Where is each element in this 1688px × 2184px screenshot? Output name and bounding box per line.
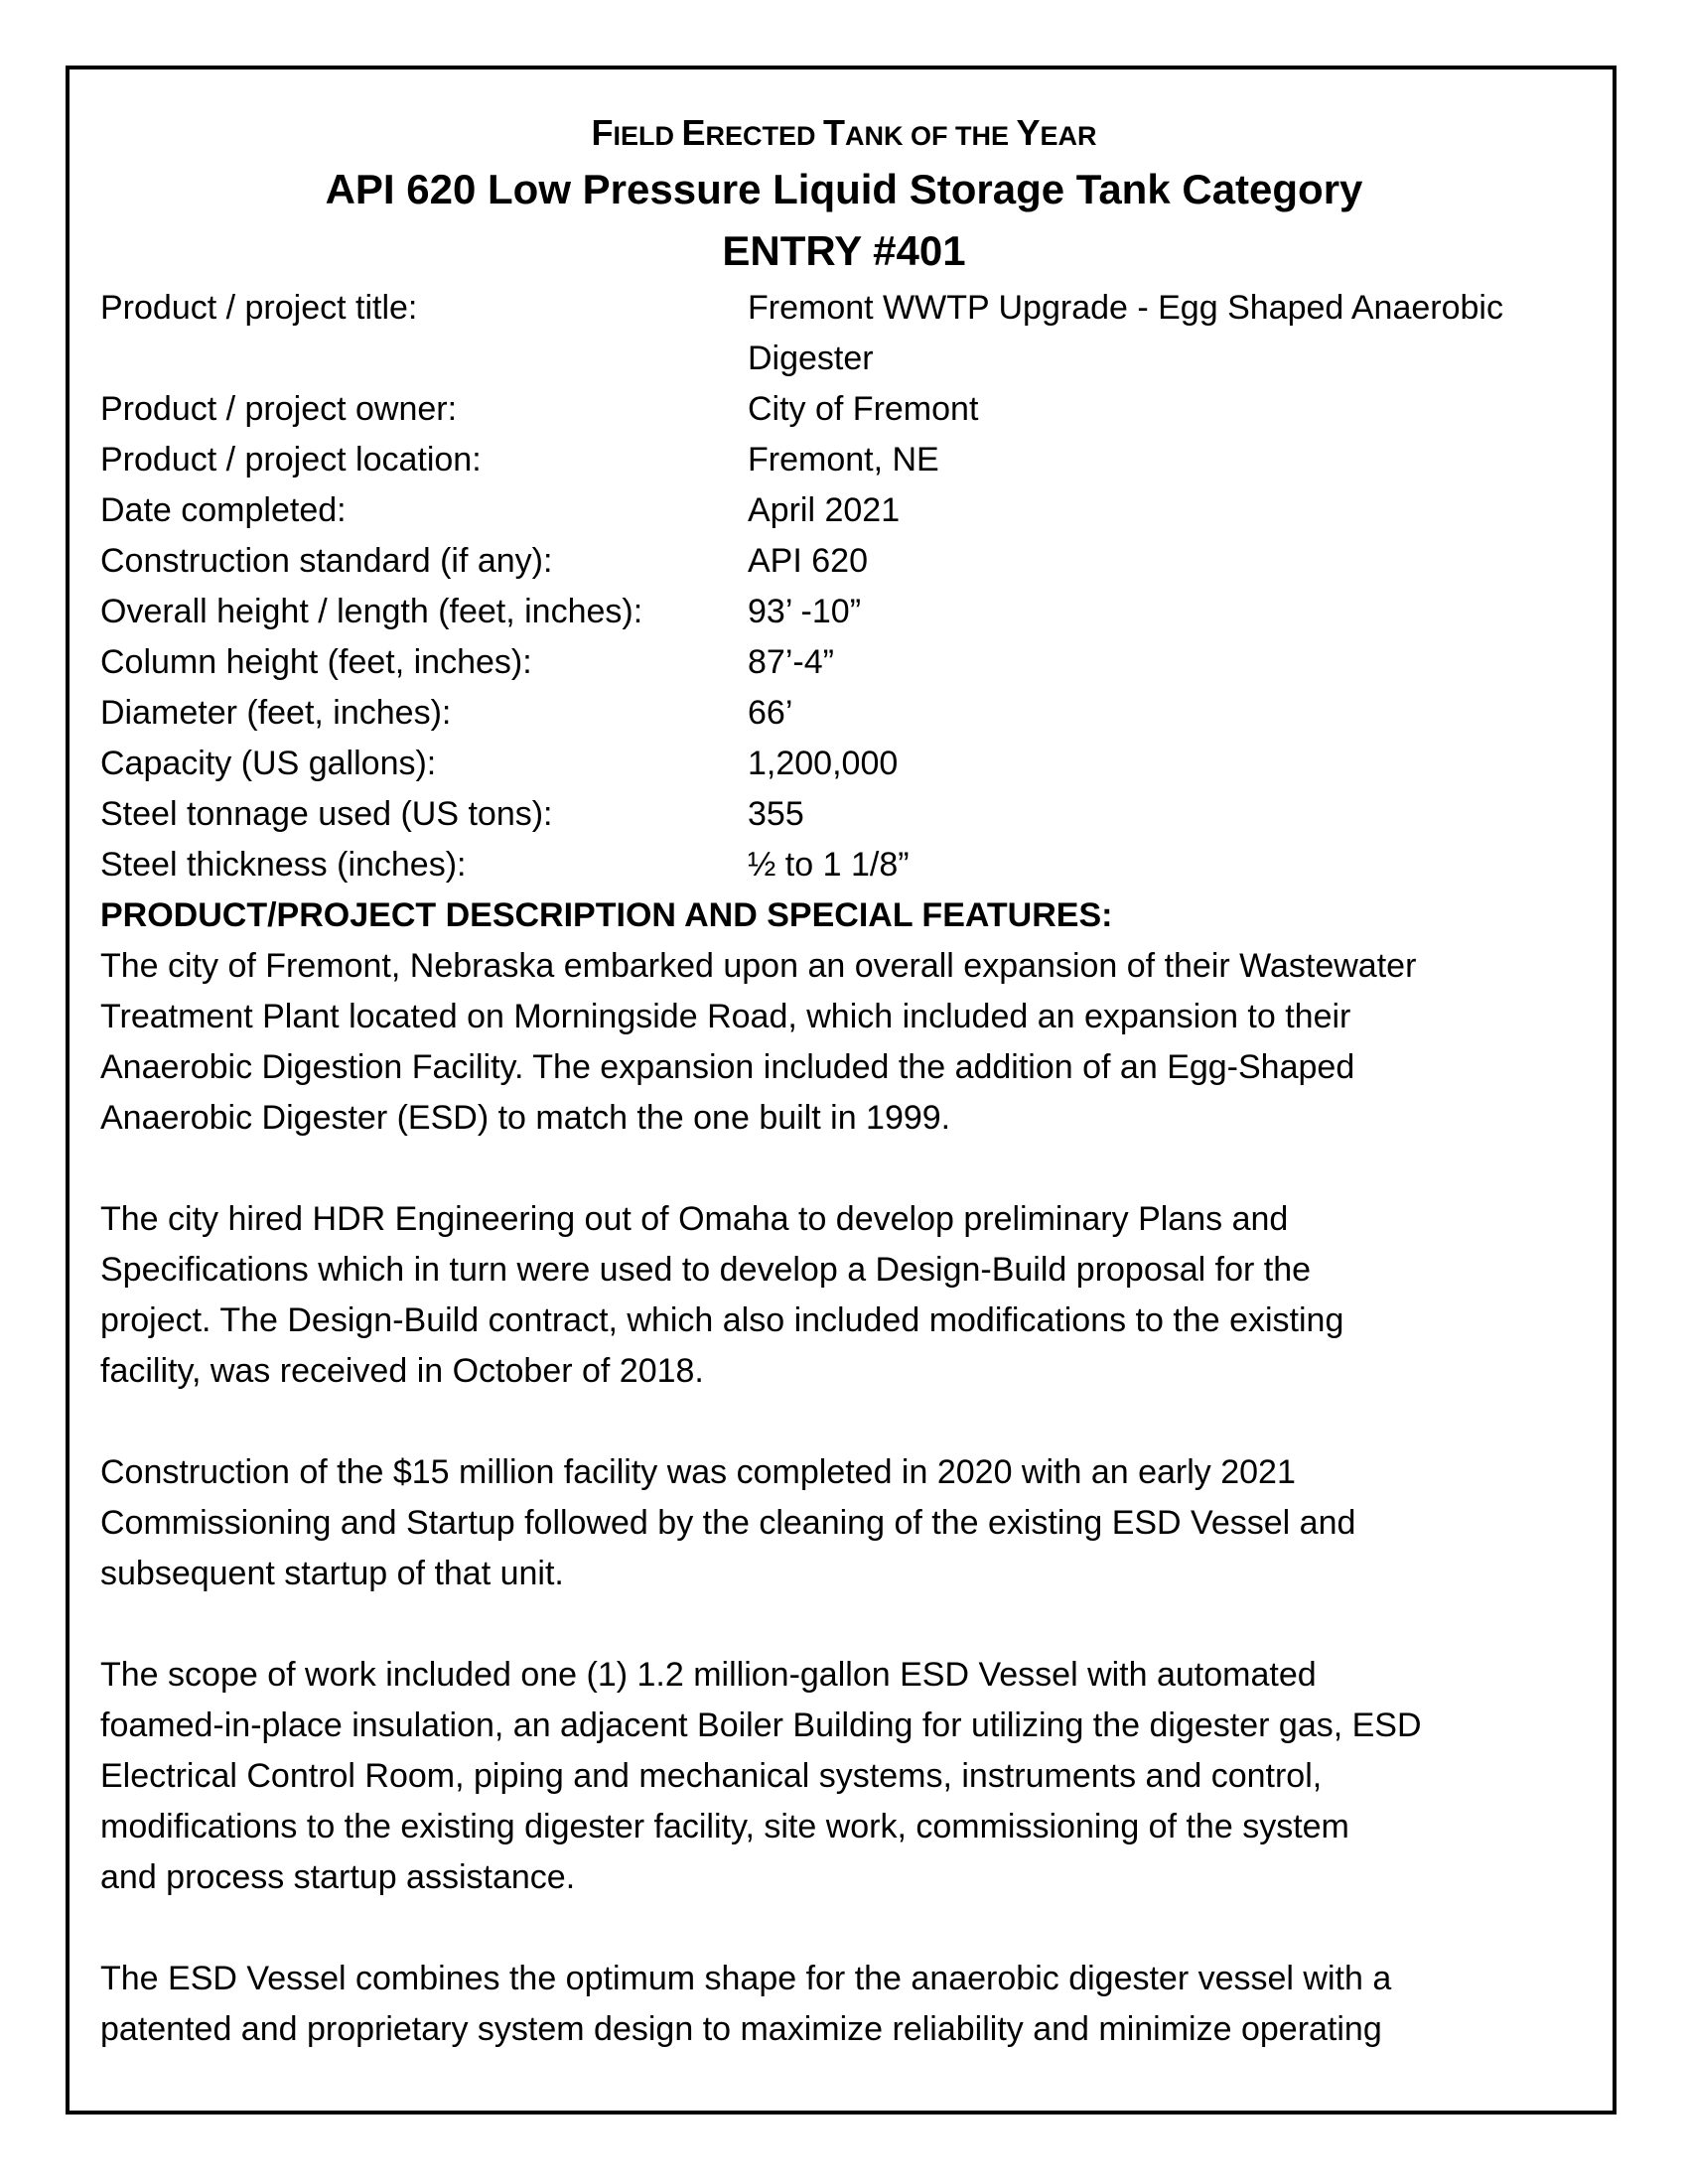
field-row bbox=[100, 435, 1590, 485]
paragraph-line: Anaerobic Digestion Facility. The expansion included the addition of an Egg-Shaped bbox=[100, 1048, 1355, 1086]
field-row bbox=[100, 789, 1590, 840]
field-value-line: API 620 bbox=[748, 542, 868, 580]
field-label: Product / project location: bbox=[100, 441, 482, 478]
paragraph-line: patented and proprietary system design to maximize reliability and minimize operating bbox=[100, 2010, 1382, 2048]
paragraph-line: Construction of the $15 million facility was completed in 2020 with an early 2021 bbox=[100, 1453, 1296, 1491]
award-kicker: FIELD ERECTED TANK OF THE YEAR bbox=[591, 112, 1097, 153]
field-label: Steel thickness (inches): bbox=[100, 846, 467, 884]
field-value bbox=[748, 637, 1562, 688]
field-value bbox=[748, 536, 1562, 587]
field-row bbox=[100, 536, 1590, 587]
field-value bbox=[748, 384, 1562, 435]
field-value-line: Fremont, NE bbox=[748, 441, 939, 478]
field-value bbox=[748, 739, 1562, 789]
field-row bbox=[100, 384, 1590, 435]
field-label: Capacity (US gallons): bbox=[100, 745, 437, 782]
field-row bbox=[100, 283, 1590, 384]
description-heading: PRODUCT/PROJECT DESCRIPTION AND SPECIAL FEATURES: bbox=[100, 896, 1113, 934]
description-paragraph bbox=[100, 1194, 1629, 1397]
paragraph-line: Commissioning and Startup followed by the cleaning of the existing ESD Vessel and bbox=[100, 1504, 1356, 1542]
paragraph-line: foamed-in-place insulation, an adjacent Boiler Building for utilizing the digester gas, ESD bbox=[100, 1706, 1422, 1744]
paragraph-line: Specifications which in turn were used to develop a Design-Build proposal for the bbox=[100, 1251, 1312, 1289]
field-value-line: 87’-4” bbox=[748, 643, 834, 681]
field-value-line: April 2021 bbox=[748, 491, 901, 529]
paragraph-line: The scope of work included one (1) 1.2 million-gallon ESD Vessel with automated bbox=[100, 1656, 1317, 1694]
field-value-line: City of Fremont bbox=[748, 390, 979, 428]
field-row bbox=[100, 840, 1590, 890]
field-value-line: ½ to 1 1/8” bbox=[748, 846, 910, 884]
paragraph-line: and process startup assistance. bbox=[100, 1858, 576, 1896]
field-value-line: 93’ -10” bbox=[748, 593, 862, 630]
field-label: Product / project title: bbox=[100, 289, 418, 327]
paragraph-line: facility, was received in October of 2018. bbox=[100, 1352, 704, 1390]
paragraph-line: modifications to the existing digester facility, site work, commissioning of the system bbox=[100, 1808, 1349, 1845]
field-row bbox=[100, 485, 1590, 536]
field-value bbox=[748, 587, 1562, 637]
paragraph-line: project. The Design-Build contract, which also included modifications to the existing bbox=[100, 1301, 1344, 1339]
paragraph-line: The ESD Vessel combines the optimum shape for the anaerobic digester vessel with a bbox=[100, 1960, 1392, 1997]
description-paragraph bbox=[100, 941, 1629, 1144]
paragraph-line: Treatment Plant located on Morningside Road, which included an expansion to their bbox=[100, 998, 1351, 1035]
field-value bbox=[748, 435, 1562, 485]
paragraph-line: Electrical Control Room, piping and mechanical systems, instruments and control, bbox=[100, 1757, 1323, 1795]
field-value bbox=[748, 789, 1562, 840]
paragraph-line: Anaerobic Digester (ESD) to match the one built in 1999. bbox=[100, 1099, 951, 1137]
paragraph-line: subsequent startup of that unit. bbox=[100, 1555, 564, 1592]
field-row bbox=[100, 587, 1590, 637]
field-label: Overall height / length (feet, inches): bbox=[100, 593, 643, 630]
field-value-line: 355 bbox=[748, 795, 804, 833]
field-row bbox=[100, 688, 1590, 739]
field-label: Construction standard (if any): bbox=[100, 542, 553, 580]
field-value-line: 1,200,000 bbox=[748, 745, 899, 782]
paragraph-line: The city of Fremont, Nebraska embarked upon an overall expansion of their Wastewater bbox=[100, 947, 1417, 985]
field-label: Product / project owner: bbox=[100, 390, 458, 428]
paragraph-line: The city hired HDR Engineering out of Omaha to develop preliminary Plans and bbox=[100, 1200, 1289, 1238]
field-label: Steel tonnage used (US tons): bbox=[100, 795, 553, 833]
field-label: Diameter (feet, inches): bbox=[100, 694, 452, 732]
project-fields bbox=[100, 283, 1590, 890]
field-value-line: Digester bbox=[748, 340, 874, 377]
field-value bbox=[748, 283, 1562, 384]
field-value bbox=[748, 688, 1562, 739]
description-paragraph bbox=[100, 1447, 1629, 1599]
field-value-line: 66’ bbox=[748, 694, 793, 732]
field-label: Date completed: bbox=[100, 491, 347, 529]
description-paragraph bbox=[100, 1650, 1629, 1903]
field-value bbox=[748, 485, 1562, 536]
field-value-line: Fremont WWTP Upgrade - Egg Shaped Anaerobic bbox=[748, 289, 1503, 327]
field-label: Column height (feet, inches): bbox=[100, 643, 532, 681]
field-row bbox=[100, 739, 1590, 789]
description-paragraph bbox=[100, 1954, 1629, 2055]
category-title: API 620 Low Pressure Liquid Storage Tank Category bbox=[325, 166, 1363, 212]
field-row bbox=[100, 637, 1590, 688]
entry-number: ENTRY #401 bbox=[722, 227, 966, 274]
field-value bbox=[748, 840, 1562, 890]
description-body bbox=[100, 941, 1629, 2106]
